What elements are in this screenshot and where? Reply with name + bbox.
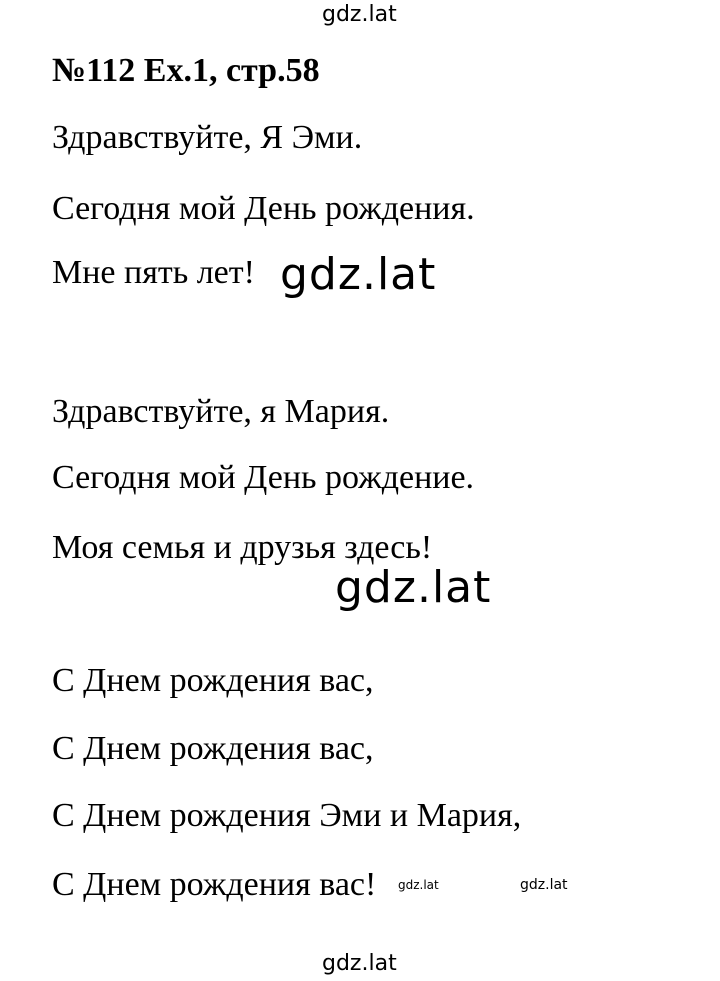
watermark-large-1: gdz.lat — [280, 249, 437, 300]
stanza3-line-1: С Днем рождения вас, — [52, 662, 374, 699]
stanza1-line-2: Сегодня мой День рождения. — [52, 190, 475, 227]
stanza1-line-1: Здравствуйте, Я Эми. — [52, 119, 363, 156]
stanza2-line-3: Моя семья и друзья здесь! — [52, 529, 433, 566]
watermark-small-1: gdz.lat — [398, 878, 439, 892]
exercise-heading: №112 Ex.1, стр.58 — [52, 52, 320, 89]
stanza3-line-3: С Днем рождения Эми и Мария, — [52, 797, 522, 834]
stanza2-line-2: Сегодня мой День рождение. — [52, 459, 475, 496]
stanza2-line-1: Здравствуйте, я Мария. — [52, 393, 390, 430]
stanza3-line-2: С Днем рождения вас, — [52, 730, 374, 767]
watermark-small-2: gdz.lat — [520, 877, 568, 893]
stanza1-line-3: Мне пять лет! — [52, 254, 255, 291]
stanza3-line-4: С Днем рождения вас! — [52, 866, 377, 903]
watermark-bottom: gdz.lat — [322, 951, 397, 976]
watermark-large-2: gdz.lat — [335, 562, 492, 613]
watermark-top: gdz.lat — [322, 2, 397, 27]
